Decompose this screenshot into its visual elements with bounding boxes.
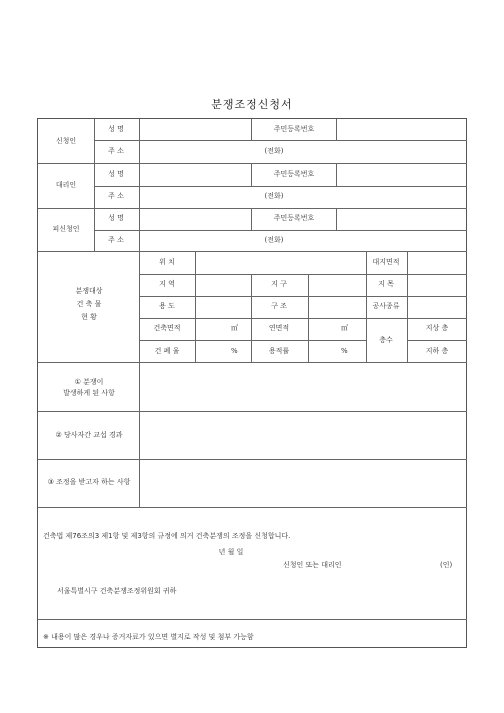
location-label: 위 치	[159, 258, 175, 266]
signer-label: 신청인 또는 대리인	[283, 561, 342, 569]
agent-id-label: 주민등록번호	[273, 170, 315, 178]
requested-mediation-label: ③ 조정을 받고자 하는 사항	[47, 478, 131, 486]
construction-type-label: 공사종류	[372, 302, 400, 310]
applicant-name-label: 성 명	[108, 125, 124, 133]
form-title: 분쟁조정신청서	[211, 98, 293, 111]
floor-area-ratio-unit: %	[341, 347, 348, 355]
agent-name-label: 성 명	[108, 170, 124, 178]
applicant-id-label: 주민등록번호	[273, 125, 315, 133]
agent-label: 대리인	[55, 181, 77, 189]
floor-area-ratio-label: 용적률	[268, 347, 290, 355]
respondent-id-label: 주민등록번호	[273, 214, 315, 222]
building-status-label: 분쟁대상 건 축 물 현 황	[75, 287, 103, 321]
respondent-phone-label: (전화)	[264, 236, 284, 244]
zone-label: 지 역	[159, 280, 175, 288]
above-ground-floors-label: 지상 층	[425, 324, 449, 332]
district-label: 지 구	[271, 280, 287, 288]
date-line: 년 월 일	[218, 548, 244, 556]
building-area-unit: ㎡	[231, 324, 238, 332]
respondent-address-label: 주 소	[108, 236, 124, 244]
addressee-text: 서울특별시구 건축분쟁조정위원회 귀하	[57, 587, 177, 595]
dispute-cause-label: ① 분쟁이 발생하게 된 사항	[63, 378, 115, 397]
floors-label: 층수	[379, 336, 393, 344]
below-ground-floors-label: 지하 층	[425, 347, 449, 355]
total-floor-area-unit: ㎡	[341, 324, 348, 332]
site-area-label: 대지면적	[372, 258, 400, 266]
total-floor-area-label: 연면적	[268, 324, 290, 332]
use-label: 용 도	[159, 302, 175, 310]
declaration-text: 건축법 제76조의3 제1항 및 제3항의 규정에 의거 건축분쟁의 조정을 신청합니다.	[43, 532, 291, 540]
coverage-ratio-unit: %	[231, 347, 238, 355]
land-category-label: 지 목	[378, 280, 394, 288]
applicant-address-label: 주 소	[108, 147, 124, 155]
coverage-ratio-label: 건 폐 율	[154, 347, 180, 355]
agent-phone-label: (전화)	[264, 192, 284, 200]
respondent-label: 피신청인	[52, 225, 80, 233]
negotiation-history-label: ② 당사자간 교섭 경과	[55, 431, 123, 439]
respondent-name-label: 성 명	[108, 214, 124, 222]
building-area-label: 건축면적	[153, 324, 181, 332]
application-form	[37, 118, 467, 648]
agent-address-label: 주 소	[108, 192, 124, 200]
applicant-phone-label: (전화)	[264, 147, 284, 155]
structure-label: 구 조	[271, 302, 287, 310]
applicant-label: 신청인	[55, 137, 77, 145]
footnote: ※ 내용이 많은 경우나 증거자료가 있으면 별지로 작성 및 첨부 가능함	[43, 633, 254, 641]
seal-mark: (인)	[440, 561, 453, 569]
